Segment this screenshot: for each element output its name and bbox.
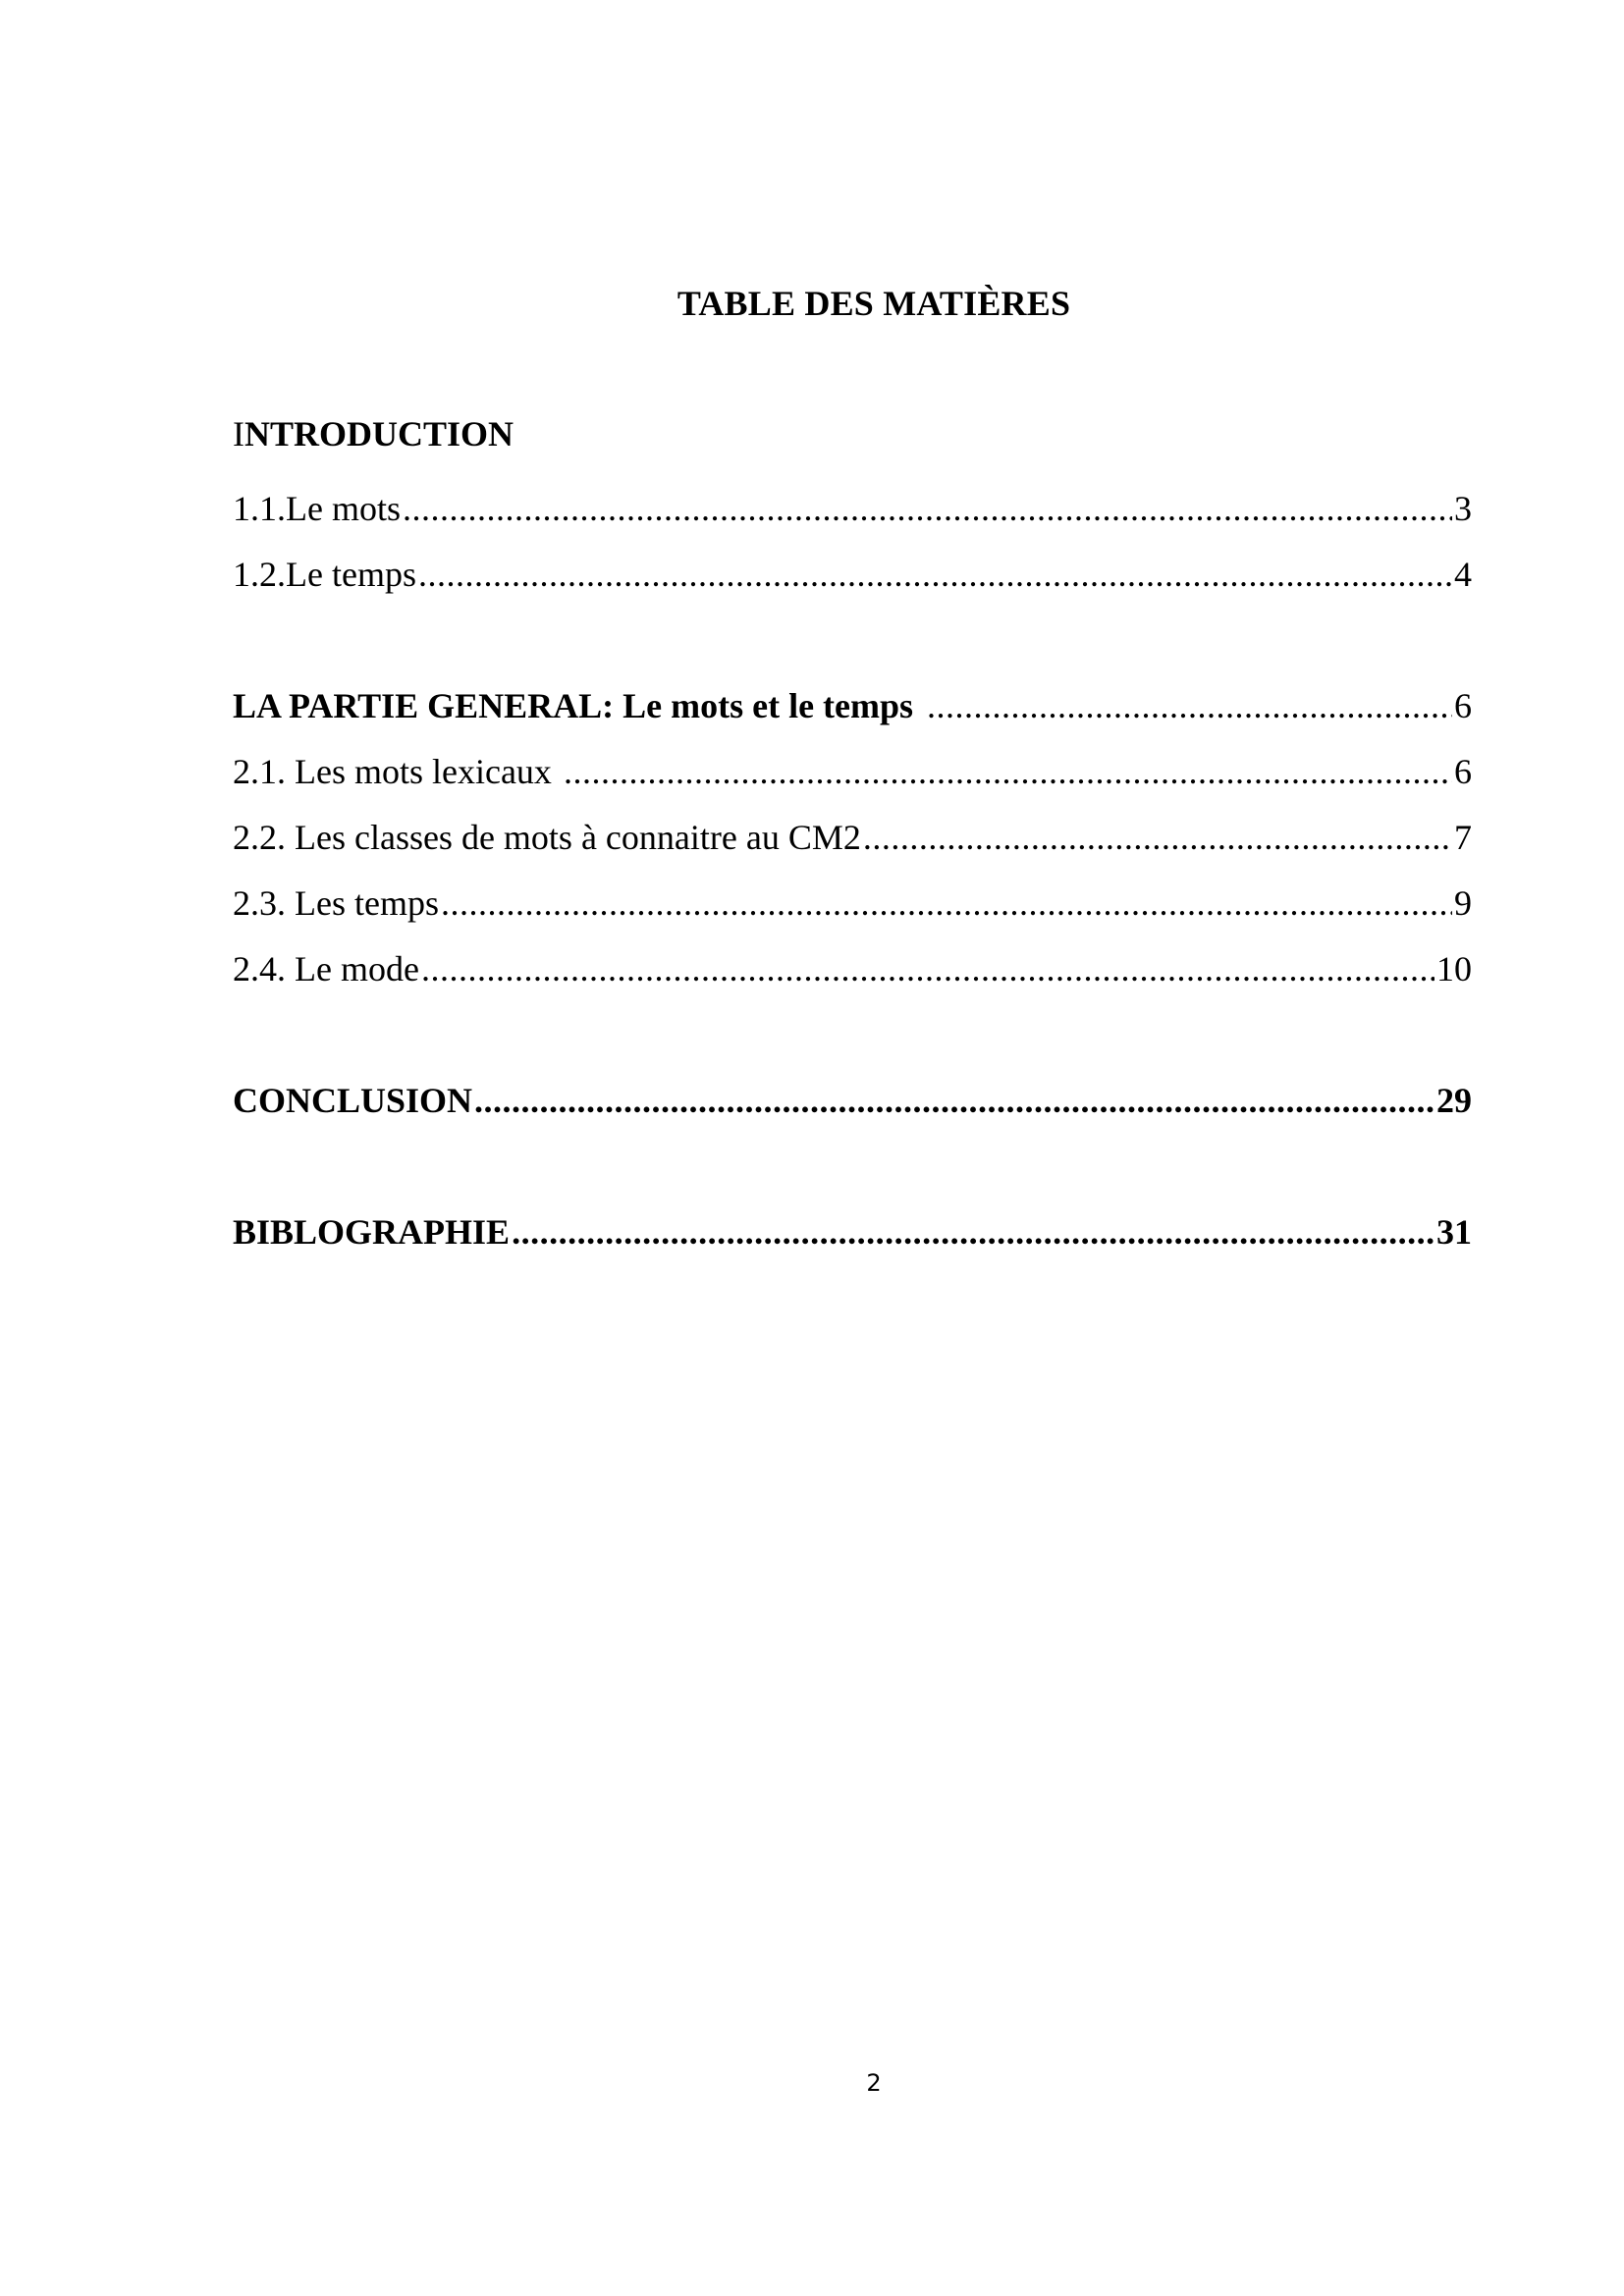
toc-entry-label: 2.3. Les temps bbox=[233, 883, 439, 923]
toc-entry bbox=[233, 816, 1472, 859]
introduction-heading bbox=[233, 413, 514, 454]
toc-entry-page: 10 bbox=[1436, 949, 1472, 988]
page-title: TABLE DES MATIÈRES bbox=[677, 284, 1071, 323]
toc-entry-label: CONCLUSION bbox=[233, 1081, 473, 1120]
toc-entry-label: 1.2.Le temps bbox=[233, 555, 416, 594]
toc-entry-page: 4 bbox=[1454, 555, 1472, 594]
toc-entry-page: 31 bbox=[1436, 1212, 1472, 1252]
toc-leader-dots bbox=[403, 487, 1452, 530]
toc-leader-dots bbox=[863, 816, 1452, 859]
toc-entry-section bbox=[233, 684, 1472, 727]
introduction-rest: NTRODUCTION bbox=[244, 414, 514, 454]
toc-entry bbox=[233, 553, 1472, 596]
introduction-first-letter: I bbox=[233, 414, 244, 454]
toc-entry-page: 6 bbox=[1454, 686, 1472, 725]
toc-entry-conclusion bbox=[233, 1079, 1472, 1122]
toc-entry bbox=[233, 947, 1472, 990]
toc-entry-page: 6 bbox=[1454, 752, 1472, 791]
toc-leader-dots bbox=[927, 684, 1452, 727]
toc-entry bbox=[233, 750, 1472, 793]
toc-entry-page: 3 bbox=[1454, 489, 1472, 528]
toc-entry-label: BIBLOGRAPHIE bbox=[233, 1212, 511, 1252]
toc-leader-dots bbox=[418, 553, 1452, 596]
toc-entry-label: 2.2. Les classes de mots à connaitre au CM2 bbox=[233, 818, 861, 857]
toc-leader-dots bbox=[512, 1210, 1435, 1254]
toc-entry bbox=[233, 881, 1472, 925]
toc-leader-dots bbox=[421, 947, 1435, 990]
toc-entry-label: 2.4. Le mode bbox=[233, 949, 419, 988]
toc-entry-label: 2.1. Les mots lexicaux bbox=[233, 752, 552, 791]
toc-entry-page: 7 bbox=[1454, 818, 1472, 857]
toc-leader-dots bbox=[564, 750, 1452, 793]
toc-entry-page: 29 bbox=[1436, 1081, 1472, 1120]
page-number: 2 bbox=[866, 2069, 882, 2097]
toc-leader-dots bbox=[474, 1079, 1435, 1122]
toc-leader-dots bbox=[441, 881, 1452, 925]
toc-entry bbox=[233, 487, 1472, 530]
toc-entry-page: 9 bbox=[1454, 883, 1472, 923]
toc-entry-bibliography bbox=[233, 1210, 1472, 1254]
toc-entry-label: 1.1.Le mots bbox=[233, 489, 401, 528]
toc-entry-label: LA PARTIE GENERAL: Le mots et le temps bbox=[233, 686, 914, 725]
